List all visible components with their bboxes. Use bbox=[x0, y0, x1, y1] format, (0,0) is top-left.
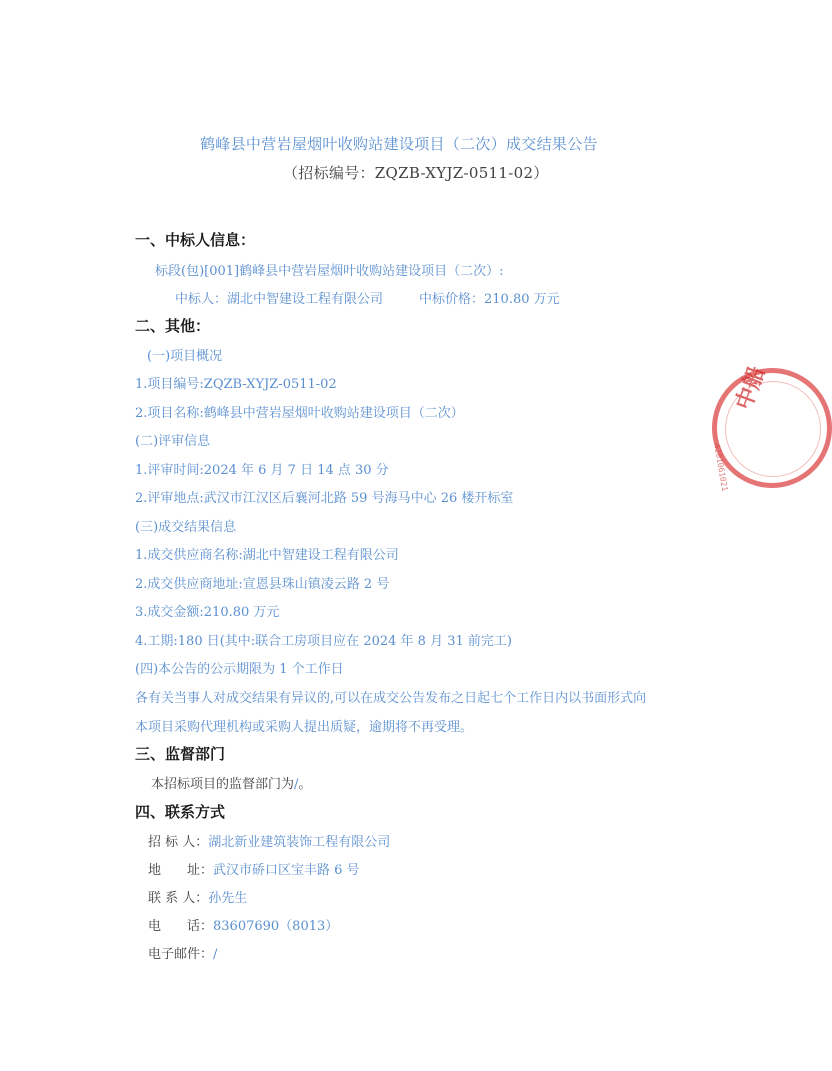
result-heading: (三)成交结果信息 bbox=[135, 520, 237, 535]
review-heading: (二)评审信息 bbox=[135, 434, 211, 449]
review-time: 1.评审时间:2024 年 6 月 7 日 14 点 30 分 bbox=[135, 463, 389, 478]
section3-heading: 三、监督部门 bbox=[135, 745, 226, 763]
contact-row-address bbox=[148, 859, 360, 878]
supplier-address: 2.成交供应商地址:宣恩县珠山镇凌云路 2 号 bbox=[135, 577, 390, 592]
objection-text-2: 本项目采购代理机构或采购人提出质疑，逾期将不再受理。 bbox=[135, 720, 474, 735]
seal-text: 中船 bbox=[731, 363, 771, 414]
supervisor-prefix: 本招标项目的监督部门为 bbox=[151, 777, 295, 792]
contact-value: / bbox=[213, 947, 218, 962]
contact-row-person bbox=[148, 887, 247, 906]
review-location: 2.评审地点:武汉市江汉区后襄河北路 59 号海马中心 26 楼开标室 bbox=[135, 491, 514, 506]
construction-period: 4.工期:180 日(其中:联合工房项目应在 2024 年 8 月 31 前完工) bbox=[135, 634, 512, 649]
objection-text-1: 各有关当事人对成交结果有异议的,可以在成交公告发布之日起七个工作日内以书面形式向 bbox=[135, 691, 647, 706]
page-title: 鹤峰县中营岩屋烟叶收购站建设项目（二次）成交结果公告 bbox=[200, 135, 598, 153]
contact-value: 武汉市硚口区宝丰路 6 号 bbox=[213, 863, 360, 878]
lot-text: 标段(包)[001]鹤峰县中营岩屋烟叶收购站建设项目（二次）: bbox=[155, 264, 504, 279]
contact-row-tenderer bbox=[148, 831, 390, 850]
company-seal bbox=[712, 363, 832, 493]
contract-amount: 3.成交金额:210.80 万元 bbox=[135, 605, 280, 620]
contact-label: 地 址： bbox=[148, 863, 214, 878]
section1-heading: 一、中标人信息： bbox=[135, 231, 256, 249]
notice-period: (四)本公告的公示期限为 1 个工作日 bbox=[135, 662, 344, 677]
subtitle: （招标编号：ZQZB-XYJZ-0511-02） bbox=[283, 164, 549, 182]
supervisor-suffix: 。 bbox=[298, 777, 312, 792]
contact-label: 电子邮件： bbox=[148, 947, 214, 962]
page-subtitle bbox=[283, 162, 549, 183]
contact-value: 83607690（8013） bbox=[213, 919, 339, 934]
project-name: 2.项目名称:鹤峰县中营岩屋烟叶收购站建设项目（二次） bbox=[135, 406, 464, 421]
section2-heading: 二、其他： bbox=[135, 317, 211, 335]
contact-label: 联 系 人： bbox=[148, 891, 209, 906]
winner-text: 中标人：湖北中智建设工程有限公司 bbox=[175, 292, 384, 307]
contact-value: 孙先生 bbox=[208, 891, 248, 906]
seal-number: 4201061021 bbox=[712, 443, 730, 493]
contact-value: 湖北新业建筑装饰工程有限公司 bbox=[208, 835, 391, 850]
overview-heading: (一)项目概况 bbox=[147, 349, 223, 364]
contact-row-email bbox=[148, 943, 217, 962]
supervisor-text bbox=[151, 773, 311, 792]
contact-label: 电 话： bbox=[148, 919, 214, 934]
contact-row-phone bbox=[148, 915, 338, 934]
section4-heading: 四、联系方式 bbox=[135, 803, 226, 821]
project-number: 1.项目编号:ZQZB-XYJZ-0511-02 bbox=[135, 377, 337, 392]
supervisor-value: / bbox=[294, 777, 299, 792]
supplier-name: 1.成交供应商名称:湖北中智建设工程有限公司 bbox=[135, 548, 399, 563]
contact-label: 招 标 人： bbox=[148, 835, 209, 850]
price-text: 中标价格：210.80 万元 bbox=[419, 292, 560, 307]
